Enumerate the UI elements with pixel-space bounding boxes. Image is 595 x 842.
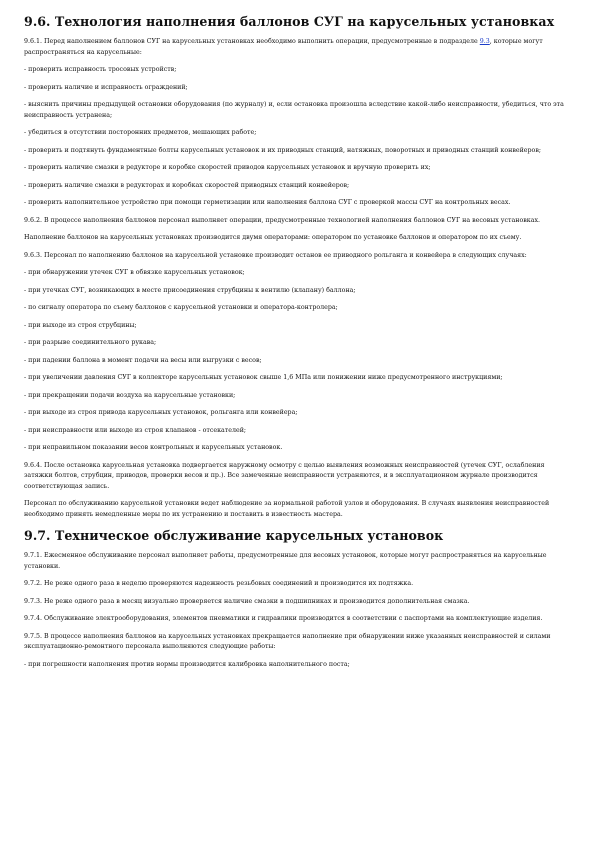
paragraph-9-6-2: 9.6.2. В процессе наполнения баллонов персонал выполняет операции, предусмотренные технологией наполнения баллонов СУГ на весовых установках. [24,216,541,224]
intro-text-before-link: 9.6.1. Перед наполнением баллонов СУГ на карусельных установках необходимо выполнить операции, предусмотренные в подразделе [24,38,480,45]
list-item: - при неисправности или выходе из строя клапанов - отсекателей; [24,426,247,434]
list-item: - проверить исправность тросовых устройств; [24,66,177,73]
list-item: - при выходе из строя струбцины; [24,321,137,329]
list-item: - при увеличении давления СУГ в коллекторе карусельных установок свыше 1,6 МПа или понижении ниже предусмотренного инструкциями; [24,374,503,381]
paragraph-9-6-4: 9.6.4. После остановка карусельная установка подвергается наружному осмотру с целью выявления возможных неисправностей (утечек СУГ, ослабления затяжки болтов, струбцин, приводов, проверки весов и пр.). Все замеченные неисправности устраняются, и в эксплуатационном журнале производится соответствующая запись. [24,461,545,490]
paragraph-text: Персонал по обслуживанию карусельной установки ведет наблюдение за нормальной работой узлов и оборудования. В случаях выявления неисправностей необходимо принять немедленные меры по их устранению и поставить в известность мастера. [24,500,550,518]
paragraph-9-6-3: 9.6.3. Персонал по наполнению баллонов на карусельной установке производит останов ее приводного рольганга и конвейера в следующих случаях: [24,251,527,259]
paragraph-9-7-3: 9.7.3. Не реже одного раза в месяц визуально проверяется наличие смазки в подшипниках и производится дополнительная смазка. [24,597,470,605]
list-item: - проверить наличие смазки в редукторах и коробках скоростей приводных станций конвейеров; [24,181,350,189]
list-item: - при погрешности наполнения против нормы производится калибровка наполнительного поста; [24,660,350,668]
intro-text-after-link: , которые могут распространяться на карусельные: [24,38,543,56]
list-item: - при прекращении подачи воздуха на карусельные установки; [24,391,236,399]
list-item: - проверить наличие смазки в редукторе и коробке скоростей приводов карусельных установок и вручную проверить их; [24,164,431,171]
section-heading-9-7: 9.7. Техническое обслуживание карусельных установок [24,528,444,543]
subsection-link-9-3[interactable]: 9.3 [479,38,490,45]
list-item: - при обнаружении утечек СУГ в обвязке карусельных установок; [24,269,245,276]
list-item: - по сигналу оператора по съему баллонов с карусельной установки и оператора-контролера; [24,304,338,311]
list-item: - при разрыве соединительного рукава; [24,339,157,346]
list-item: - проверить и подтянуть фундаментные болты карусельных установок и их приводных станций, натяжных, поворотных и приводных станций конвейеров; [24,146,541,154]
paragraph-text: Наполнение баллонов на карусельных установках производится двумя операторами: оператором по установке баллонов и оператором по их съему. [24,234,522,241]
list-item: - проверить наличие и исправность ограждений; [24,83,188,91]
paragraph-9-6-1 [24,37,571,58]
list-item: - убедиться в отсутствии посторонних предметов, мешающих работе; [24,129,257,136]
paragraph-9-7-1: 9.7.1. Ежесменное обслуживание персонал выполняет работы, предусмотренные для весовых установок, которые могут распространяться на карусельные установки. [24,552,547,570]
list-item: - при неправильном показании весов контрольных и карусельных установок. [24,444,283,451]
list-item: - выяснить причины предыдущей остановки оборудования (по журналу) и, если остановка произошла вследствие какой-либо неисправности, убедиться, что эта неисправность устранена; [24,101,564,119]
list-item: - при выходе из строя привода карусельных установок, рольганга или конвейера; [24,409,298,416]
paragraph-9-7-4: 9.7.4. Обслуживание электрооборудования, элементов пневматики и гидравлики производится в соответствии с паспортами на комплектующие изделия. [24,615,543,622]
paragraph-9-7-2: 9.7.2. Не реже одного раза в неделю проверяются надежность резьбовых соединений и производится их подтяжка. [24,580,414,587]
section-heading-9-6: 9.6. Технология наполнения баллонов СУГ на карусельных установках [24,14,555,29]
list-item: - проверить наполнительное устройство при помощи герметизации или наполнения баллона СУГ с проверкой массы СУГ на контрольных весах. [24,199,511,206]
list-item: - при утечках СУГ, возникающих в месте присоединения струбцины к вентилю (клапану) баллона; [24,286,356,294]
paragraph-9-7-5: 9.7.5. В процессе наполнения баллонов на карусельных установках прекращается наполнение при обнаружении ниже указанных неисправностей и силами эксплуатационно-ремонтного персонала выполняются следующие работы: [24,632,551,650]
list-item: - при падении баллона в момент подачи на весы или выгрузки с весов; [24,356,262,364]
